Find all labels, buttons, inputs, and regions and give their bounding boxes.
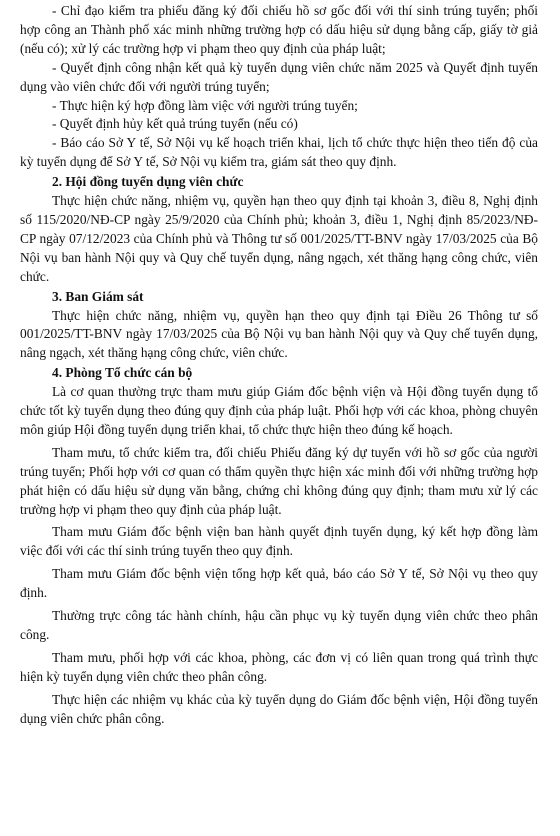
paragraph: Thực hiện các nhiệm vụ khác của kỳ tuyển dụng do Giám đốc bệnh viện, Hội đồng tuyển dụng viên chức phân công. — [20, 691, 538, 726]
paragraph: Là cơ quan thường trực tham mưu giúp Giám đốc bệnh viện và Hội đồng tuyển dụng tổ chức tốt kỳ tuyển dụng theo đúng quy định của pháp luật. Phối hợp với các khoa, phòng chuyên môn giúp Hội đồng tuyển dụng triển khai, tổ chức thực hiện theo đúng kế hoạch. — [20, 384, 538, 437]
paragraph: - Chỉ đạo kiểm tra phiếu đăng ký đối chiếu hồ sơ gốc đối với thí sinh trúng tuyển; phối hợp công an Thành phố xác minh những trường hợp có dấu hiệu sử dụng bằng cấp, giấy tờ giả (nếu có); xử lý các trường hợp vi phạm theo quy định của pháp luật; — [20, 3, 538, 56]
paragraph: Thường trực công tác hành chính, hậu cần phục vụ kỳ tuyển dụng viên chức theo phân công. — [20, 608, 538, 642]
paragraph: Tham mưu Giám đốc bệnh viện ban hành quyết định tuyển dụng, ký kết hợp đồng làm việc đối với các thí sinh trúng tuyển theo quy định. — [20, 524, 538, 559]
paragraph: - Quyết định hủy kết quả trúng tuyển (nếu có) — [52, 116, 298, 132]
paragraph: - Quyết định công nhận kết quả kỳ tuyển dụng viên chức năm 2025 và Quyết định tuyển dụng vào viên chức đối với người trúng tuyển; — [20, 59, 538, 94]
paragraph: Tham mưu, phối hợp với các khoa, phòng, các đơn vị có liên quan trong quá trình thực hiện kỳ tuyển dụng viên chức theo phân công. — [20, 649, 538, 684]
section-heading: 4. Phòng Tổ chức cán bộ — [52, 365, 193, 381]
paragraph: Tham mưu Giám đốc bệnh viện tổng hợp kết quả, báo cáo Sở Y tế, Sở Nội vụ theo quy định. — [20, 566, 538, 601]
section-heading: 2. Hội đồng tuyển dụng viên chức — [52, 174, 244, 190]
paragraph: Tham mưu, tổ chức kiểm tra, đối chiếu Phiếu đăng ký dự tuyển với hồ sơ gốc của người trúng tuyển; Phối hợp với cơ quan có thẩm quyền thực hiện xác minh đối với những trường hợp phát hiện có dấu hiệu sử dụng văn bằng, chứng chỉ không đúng quy định; tham mưu xử lý các trường hợp vi phạm theo quy định của pháp luật. — [20, 444, 538, 517]
section-heading: 3. Ban Giám sát — [52, 288, 144, 304]
paragraph: Thực hiện chức năng, nhiệm vụ, quyền hạn theo quy định tại Điều 26 Thông tư số 001/2025/TT-BNV ngày 17/03/2025 của Bộ Nội vụ ban hành Nội quy và Quy chế tuyển dụng, nâng ngạch, xét thăng hạng công chức, viên chức. — [20, 307, 538, 361]
paragraph: Thực hiện chức năng, nhiệm vụ, quyền hạn theo quy định tại khoản 3, điều 8, Nghị định số 115/2020/NĐ-CP ngày 25/9/2020 của Chính phủ; khoản 3, điều 1, Nghị định 85/2023/NĐ-CP ngày 07/12/2023 của Chính phủ và Thông tư số 001/2025/TT-BNV ngày 17/03/2025 của Bộ Nội vụ ban hành Nội quy và Quy chế tuyển dụng, nâng ngạch, xét thăng hạng công chức, viên chức. — [20, 193, 538, 284]
paragraph: - Thực hiện ký hợp đồng làm việc với người trúng tuyển; — [52, 97, 358, 113]
paragraph: - Báo cáo Sở Y tế, Sở Nội vụ kế hoạch triển khai, lịch tổ chức thực hiện theo tiến độ của kỳ tuyển dụng để Sở Y tế, Sở Nội vụ kiểm tra, giám sát theo quy định. — [20, 135, 538, 170]
